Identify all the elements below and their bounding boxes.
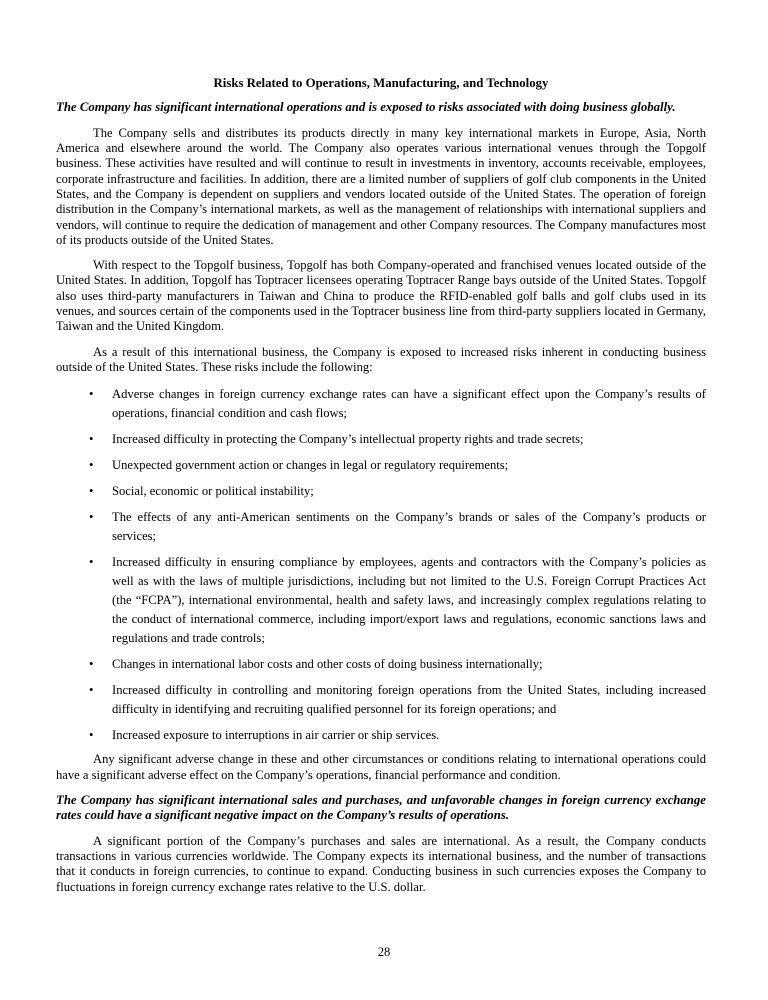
bullet-icon: • [89, 458, 94, 473]
bullet-icon: • [89, 387, 94, 402]
risk-bullet-text: Increased difficulty in controlling and monitoring foreign operations from the United States, including increased difficulty in identifying and recruiting qualified personnel for its foreign operations; and [112, 683, 706, 717]
risk-bullet-item [56, 456, 706, 475]
bullet-icon: • [89, 510, 94, 525]
risk-bullet-item [56, 681, 706, 719]
risk-bullet-text: The effects of any anti-American sentiments on the Company’s brands or sales of the Company’s products or services; [112, 510, 706, 544]
risk-bullet-item [56, 655, 706, 674]
bullet-icon: • [89, 728, 94, 743]
risk-bullet-item [56, 430, 706, 449]
risk-bullet-text: Unexpected government action or changes in legal or regulatory requirements; [112, 458, 509, 473]
document-content [56, 76, 706, 905]
risk-bullet-text: Changes in international labor costs and other costs of doing business internationally; [112, 657, 543, 672]
risk-bullet-item [56, 482, 706, 501]
page-number: 28 [377, 945, 391, 959]
risk-bullet-text: Social, economic or political instability; [112, 484, 314, 499]
risk-heading-international-operations: The Company has significant international operations and is exposed to risks associated with doing business globally. [56, 100, 676, 115]
risk-bullet-item [56, 508, 706, 546]
paragraph-risks-intro: As a result of this international business, the Company is exposed to increased risks inherent in conducting business outside of the United States. These risks include the following: [56, 344, 706, 374]
risk-bullet-item [56, 726, 706, 745]
bullet-icon: • [89, 657, 94, 672]
section-heading: Risks Related to Operations, Manufacturing, and Technology [213, 76, 549, 90]
paragraph-international-markets: The Company sells and distributes its products directly in many key international markets in Europe, Asia, North America and elsewhere around the world. The Company also operates various international venues through the Topgolf business. These activities have resulted and will continue to result in investments in inventory, accounts receivable, employees, corporate infrastructure and facilities. In addition, there are a limited number of suppliers of golf club components in the United States, and the Company is dependent on suppliers and vendors located outside of the United States. The operation of foreign distribution in the Company’s international markets, as well as the management of relationships with international suppliers and vendors, will continue to require the dedication of management and other Company resources. The Company manufactures most of its products outside of the United States. [56, 125, 706, 247]
paragraph-currency-expansion: A significant portion of the Company’s purchases and sales are international. As a result, the Company conducts transactions in various currencies worldwide. The Company expects its international business, and the number of transactions that it conducts in foreign currencies, to continue to expand. Conducting business in such currencies exposes the Company to fluctuations in foreign currency exchange rates relative to the U.S. dollar. [56, 833, 706, 894]
paragraph-topgolf-international: With respect to the Topgolf business, Topgolf has both Company-operated and franchised venues located outside of the United States. In addition, Topgolf has Toptracer licensees operating Toptracer Range bays outside of the United States. Topgolf also uses third-party manufacturers in Taiwan and China to produce the RFID-enabled golf balls and golf clubs used in its venues, and sources certain of the components used in the Toptracer business line from third-party suppliers located in Germany, Taiwan and the United Kingdom. [56, 258, 706, 334]
bullet-icon: • [89, 484, 94, 499]
risk-bullet-text: Increased exposure to interruptions in air carrier or ship services. [112, 728, 440, 743]
risk-heading-foreign-currency: The Company has significant international sales and purchases, and unfavorable changes in foreign currency exchange rates could have a significant negative impact on the Company’s results of operations. [56, 792, 706, 823]
risk-bullet-text: Adverse changes in foreign currency exchange rates can have a significant effect upon the Company’s results of operations, financial condition and cash flows; [112, 387, 706, 421]
risk-bullet-text: Increased difficulty in protecting the Company’s intellectual property rights and trade secrets; [112, 432, 584, 447]
bullet-icon: • [89, 432, 94, 447]
bullet-icon: • [89, 555, 94, 570]
risk-bullet-item [56, 385, 706, 423]
bullet-icon: • [89, 683, 94, 698]
risk-bullet-text: Increased difficulty in ensuring compliance by employees, agents and contractors with the Company’s policies as well as with the laws of multiple jurisdictions, including but not limited to the U.S. Foreign Corrupt Practices Act (the “FCPA”), international environmental, health and safety laws, and increasingly complex regulations relating to the conduct of international commerce, including import/export laws and regulations, economic sanctions laws and regulations and trade controls; [112, 555, 706, 646]
risk-bullet-item [56, 553, 706, 648]
risk-bullet-list [56, 385, 706, 745]
paragraph-adverse-change: Any significant adverse change in these and other circumstances or conditions relating to international operations could have a significant adverse effect on the Company’s operations, financial performance and condition. [56, 752, 706, 782]
